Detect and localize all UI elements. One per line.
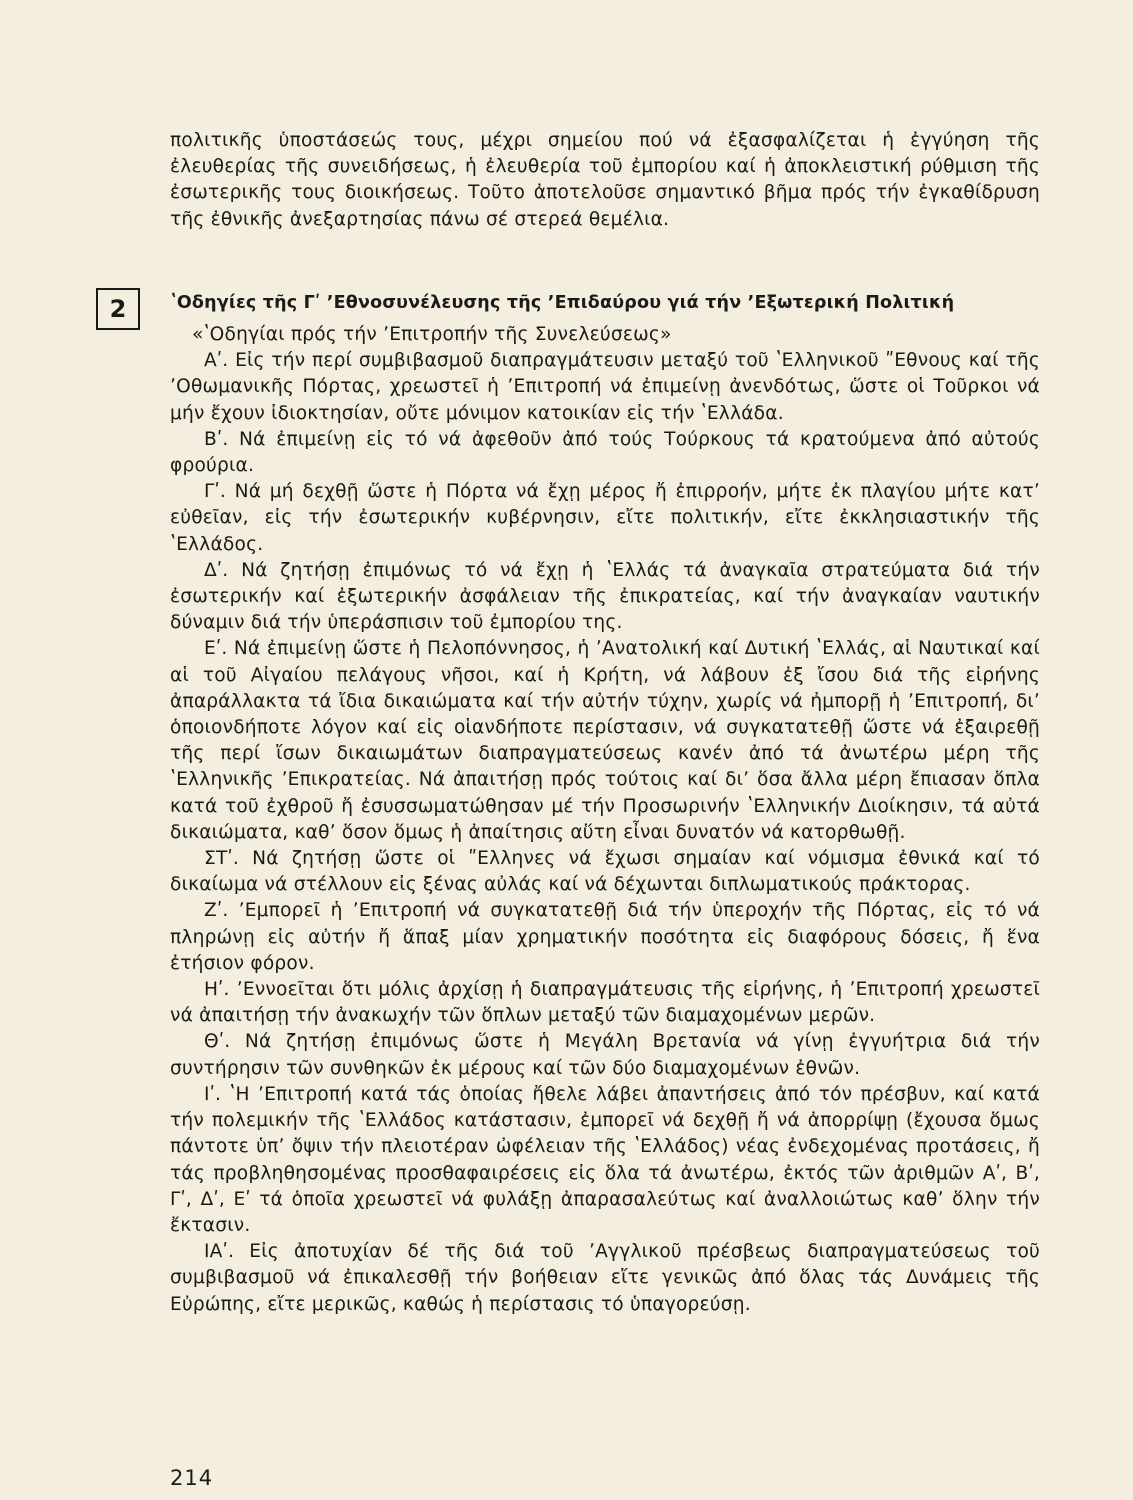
- instruction-item: Ιʹ. ʽΗ ʼΕπιτροπή κατά τάς ὁποίας ἤθελε λάβει ἀπαντήσεις ἀπό τόν πρέσβυν, καί κατά τήν πολεμικήν τῆς ʽΕλλάδος κατάστασιν, ἐμπορεῖ νά δεχθῇ ἤ νά ἀπορρίψῃ (ἔχουσα ὅμως πάντοτε ὑπʼ ὄψιν τήν πλειοτέραν ὠφέλειαν τῆς ʽΕλλάδος) νέας ἐνδεχομένας προτάσεις, ἤ τάς προβληθησομένας προσθαφαιρέσεις εἰς ὅλα τά ἀνωτέρω, ἐκτός τῶν ἀριθμῶν Αʹ, Βʹ, Γʹ, Δʹ, Εʹ τά ὁποῖα χρεωστεῖ νά φυλάξῃ ἀπαρασαλεύτως καί ἀναλλοιώτως καθʼ ὅλην τήν ἔκτασιν.: [170, 1083, 1040, 1236]
- instruction-item: Ηʹ. ʼΕννοεῖται ὅτι μόλις ἀρχίσῃ ἡ διαπραγμάτευσις τῆς εἰρήνης, ἡ ʼΕπιτροπή χρεωστεῖ νά ἀπαιτήσῃ τήν ἀνακωχήν τῶν ὅπλων μεταξύ τῶν διαμαχομένων μερῶν.: [170, 979, 1040, 1027]
- instruction-item: Βʹ. Νά ἐπιμείνῃ εἰς τό νά ἀφεθοῦν ἀπό τούς Τούρκους τά κρατούμενα ἀπό αὐτούς φρούρια.: [170, 428, 1040, 477]
- instruction-item: Ζʹ. ʼΕμπορεῖ ἡ ʼΕπιτροπή νά συγκατατεθῇ διά τήν ὑπεροχήν τῆς Πόρτας, εἰς τό νά πληρώνῃ εἰς αὐτήν ἤ ἅπαξ μίαν χρηματικήν ποσότητα εἰς διαφόρους δόσεις, ἤ ἕνα ἐτήσιον φόρον.: [170, 900, 1040, 974]
- instruction-item: Δʹ. Νά ζητήσῃ ἐπιμόνως τό νά ἔχῃ ἡ ʽΕλλάς τά ἀναγκαῖα στρατεύματα διά τήν ἐσωτερικήν καί ἐξωτερικήν ἀσφάλειαν τῆς ἐπικρατείας, καί τήν ἀναγκαίαν ναυτικήν δύναμιν διά τήν ὑπεράσπισιν τοῦ ἐμπορίου της.: [170, 559, 1040, 634]
- section-heading: ʽΟδηγίες τῆς Γʹ ʼΕθνοσυνέλευσης τῆς ʼΕπιδαύρου γιά τήν ʼΕξωτερική Πολιτική: [170, 293, 955, 313]
- instructions-subtitle: «ʽΟδηγίαι πρός τήν ʼΕπιτροπήν τῆς Συνελεύσεως»: [192, 324, 672, 345]
- page-number: 214: [170, 1466, 214, 1490]
- instructions-block: [170, 322, 1040, 1318]
- instruction-item: Θʹ. Νά ζητήσῃ ἐπιμόνως ὥστε ἡ Μεγάλη Βρετανία νά γίνῃ ἐγγυήτρια διά τήν συντήρησιν τῶν συνθηκῶν ἐκ μέρους καί τῶν δύο διαμαχομένων ἐθνῶν.: [170, 1031, 1040, 1079]
- instruction-item: ΣΤʹ. Νά ζητήσῃ ὥστε οἱ ʺΕλληνες νά ἔχωσι σημαίαν καί νόμισμα ἐθνικά καί τό δικαίωμα νά στέλλουν εἰς ξένας αὐλάς καί νά δέχωνται διπλωματικούς πράκτορας.: [170, 848, 1040, 896]
- intro-paragraph: πολιτικῆς ὑποστάσεώς τους, μέχρι σημείου πού νά ἐξασφαλίζεται ἡ ἐγγύηση τῆς ἐλευθερίας τῆς συνειδήσεως, ἡ ἐλευθερία τοῦ ἐμπορίου καί ἡ ἀποκλειστική ρύθμιση τῆς ἐσωτερικῆς τους διοικήσεως. Τοῦτο ἀποτελοῦσε σημαντικό βῆμα πρός τήν ἐγκαθίδρυση τῆς ἐθνικῆς ἀνεξαρτησίας πάνω σέ στερεά θεμέλια.: [170, 130, 1040, 230]
- intro-block: [170, 128, 1040, 233]
- instruction-item: Εʹ. Νά ἐπιμείνῃ ὥστε ἡ Πελοπόννησος, ἡ ʼΑνατολική καί Δυτική ʽΕλλάς, αἱ Ναυτικαί καί αἱ τοῦ Αἰγαίου πελάγους νῆσοι, καί ἡ Κρήτη, νά λάβουν ἐξ ἴσου διά τῆς εἰρήνης ἀπαράλλακτα τά ἴδια δικαιώματα καί τήν αὐτήν τύχην, χωρίς νά ἠμπορῇ ἡ ʼΕπιτροπή, διʼ ὁποιονδήποτε λόγον καί εἰς οἱανδήποτε περίστασιν, νά συγκατατεθῇ ὥστε νά ἐξαιρεθῇ τῆς περί ἴσων δικαιωμάτων διαπραγματεύσεως κανέν ἀπό τά ἀνωτέρω μέρη τῆς ʽΕλληνικῆς ʼΕπικρατείας. Νά ἀπαιτήσῃ πρός τούτοις καί διʼ ὅσα ἄλλα μέρη ἔπιασαν ὅπλα κατά τοῦ ἐχθροῦ ἤ ἐσυσσωματώθησαν μέ τήν Προσωρινήν ʽΕλληνικήν Διοίκησιν, τά αὐτά δικαιώματα, καθʼ ὅσον ὅμως ἡ ἀπαίτησις αὕτη εἶναι δυνατόν νά κατορθωθῇ.: [170, 638, 1040, 843]
- instruction-item: Αʹ. Εἰς τήν περί συμβιβασμοῦ διαπραγμάτευσιν μεταξύ τοῦ ʽΕλληνικοῦ ʺΕθνους καί τῆς ʼΟθωμανικῆς Πόρτας, χρεωστεῖ ἡ ʼΕπιτροπή νά ἐπιμείνῃ ἀνενδότως, ὥστε οἱ Τοῦρκοι νά μήν ἔχουν ἰδιοκτησίαν, οὔτε μόνιμον κατοικίαν εἰς τήν ʽΕλλάδα.: [170, 350, 1040, 424]
- instruction-item: Γʹ. Νά μή δεχθῇ ὥστε ἡ Πόρτα νά ἔχῃ μέρος ἤ ἐπιρροήν, μήτε ἐκ πλαγίου μήτε κατʼ εὐθεῖαν, εἰς τήν ἐσωτερικήν κυβέρνησιν, εἴτε πολιτικήν, εἴτε ἐκκλησιαστικήν τῆς ʽΕλλάδος.: [170, 481, 1040, 555]
- instruction-item: ΙΑʹ. Εἰς ἀποτυχίαν δέ τῆς διά τοῦ ʼΑγγλικοῦ πρέσβεως διαπραγματεύσεως τοῦ συμβιβασμοῦ νά ἐπικαλεσθῇ τήν βοήθειαν εἴτε γενικῶς ἀπό ὅλας τάς Δυνάμεις τῆς Εὐρώπης, εἴτε μερικῶς, καθώς ἡ περίστασις τό ὑπαγορεύσῃ.: [170, 1241, 1040, 1315]
- section-number-box: 2: [96, 288, 140, 330]
